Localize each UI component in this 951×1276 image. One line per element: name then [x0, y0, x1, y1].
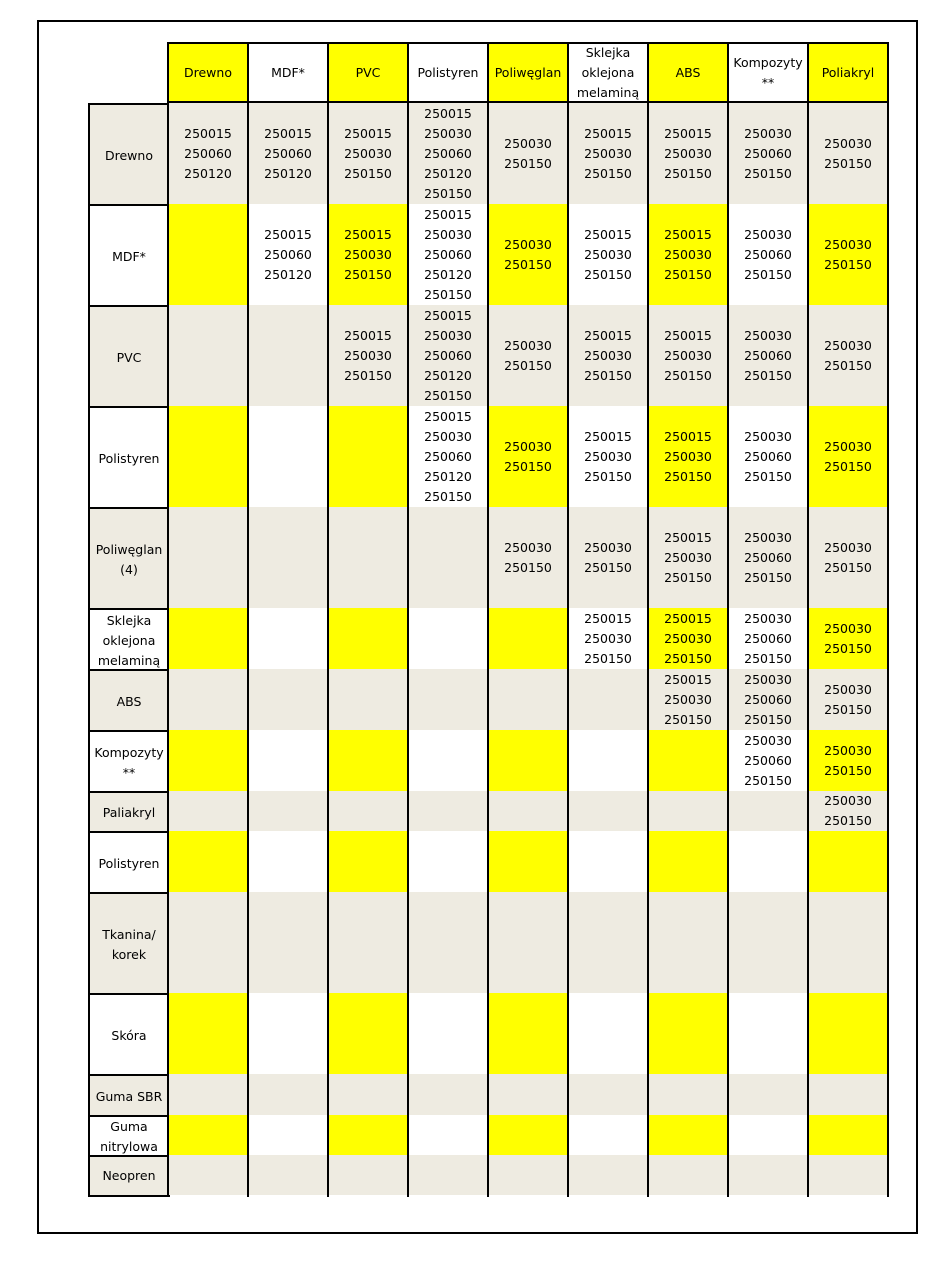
table-cell: [408, 993, 488, 1074]
table-cell: 250030 250060 250150: [728, 406, 808, 507]
table-cell: [328, 406, 408, 507]
table-cell: [248, 993, 328, 1074]
table-cell: [728, 791, 808, 831]
table-cell: [328, 892, 408, 993]
table-cell: 250030 250150: [488, 406, 568, 507]
table-cell: [808, 993, 888, 1074]
table-cell: [648, 993, 728, 1074]
table-cell: [648, 1155, 728, 1195]
table-cell: [248, 406, 328, 507]
table-cell: [328, 791, 408, 831]
table-cell: 250030 250060 250150: [728, 730, 808, 791]
table-cell: [328, 1155, 408, 1195]
row-label: ABS: [88, 669, 170, 732]
table-cell: [248, 730, 328, 791]
row-label: MDF*: [88, 204, 170, 307]
table-cell: [408, 730, 488, 791]
table-cell: 250015 250030 250150: [648, 608, 728, 669]
table-cell: [488, 993, 568, 1074]
table-cell: 250030 250150: [488, 507, 568, 608]
table-cell: [408, 791, 488, 831]
table-cell: 250015 250060 250120: [168, 103, 248, 204]
table-cell: 250030 250150: [488, 204, 568, 305]
table-cell: 250015 250030 250150: [648, 669, 728, 730]
table-cell: 250015 250030 250150: [568, 608, 648, 669]
table-cell: [168, 1155, 248, 1195]
table-cell: [488, 730, 568, 791]
table-cell: [248, 1155, 328, 1195]
table-cell: [568, 1115, 648, 1155]
table-cell: [328, 993, 408, 1074]
table-cell: [328, 608, 408, 669]
table-cell: [808, 1115, 888, 1155]
column-header: Poliakryl: [808, 42, 888, 103]
column-divider: [727, 42, 729, 1197]
table-cell: [648, 1074, 728, 1115]
table-cell: [328, 669, 408, 730]
table-cell: [728, 892, 808, 993]
table-cell: [568, 669, 648, 730]
table-cell: [728, 831, 808, 892]
table-cell: 250030 250060 250150: [728, 103, 808, 204]
table-cell: [328, 507, 408, 608]
column-header: Poliwęglan: [488, 42, 568, 103]
table-cell: 250015 250030 250060 250120 250150: [408, 406, 488, 507]
column-header: MDF*: [248, 42, 328, 103]
table-cell: 250030 250150: [808, 406, 888, 507]
table-cell: [568, 831, 648, 892]
table-cell: 250030 250150: [808, 730, 888, 791]
column-divider: [887, 42, 889, 1197]
table-cell: [168, 993, 248, 1074]
table-cell: 250015 250030 250150: [648, 103, 728, 204]
column-divider: [647, 42, 649, 1197]
row-label: Neopren: [88, 1155, 170, 1197]
table-cell: 250030 250150: [488, 305, 568, 406]
table-cell: [728, 1115, 808, 1155]
table-cell: [328, 730, 408, 791]
column-divider: [167, 42, 169, 1197]
table-cell: [568, 1074, 648, 1115]
table-cell: [808, 1074, 888, 1115]
row-label: Guma SBR: [88, 1074, 170, 1117]
table-cell: [488, 1155, 568, 1195]
table-cell: [728, 993, 808, 1074]
table-cell: [248, 608, 328, 669]
table-cell: 250030 250060 250150: [728, 204, 808, 305]
table-cell: [808, 1155, 888, 1195]
table-cell: 250015 250030 250150: [328, 305, 408, 406]
table-cell: 250015 250030 250150: [568, 305, 648, 406]
column-divider: [807, 42, 809, 1197]
row-label: Tkanina/ korek: [88, 892, 170, 995]
column-header: Drewno: [168, 42, 248, 103]
table-cell: 250015 250030 250150: [568, 406, 648, 507]
table-cell: [168, 406, 248, 507]
table-cell: [248, 1074, 328, 1115]
table-cell: [728, 1074, 808, 1115]
column-divider: [567, 42, 569, 1197]
table-cell: 250015 250030 250150: [568, 103, 648, 204]
table-cell: 250015 250030 250150: [648, 507, 728, 608]
table-cell: [568, 892, 648, 993]
table-cell: [808, 892, 888, 993]
row-label: Poliwęglan (4): [88, 507, 170, 610]
table-cell: [168, 1074, 248, 1115]
table-cell: [168, 892, 248, 993]
table-cell: [648, 831, 728, 892]
table-cell: 250015 250060 250120: [248, 204, 328, 305]
table-cell: [568, 993, 648, 1074]
row-label: Polistyren: [88, 406, 170, 509]
row-label: Skóra: [88, 993, 170, 1076]
table-cell: 250015 250030 250150: [648, 406, 728, 507]
table-cell: 250030 250150: [488, 103, 568, 204]
table-cell: [168, 1115, 248, 1155]
row-label: Drewno: [88, 103, 170, 206]
table-cell: [248, 791, 328, 831]
row-label: Polistyren: [88, 831, 170, 894]
table-cell: [408, 1115, 488, 1155]
table-cell: [408, 892, 488, 993]
table-cell: [808, 831, 888, 892]
table-cell: [168, 669, 248, 730]
table-cell: 250015 250030 250150: [328, 204, 408, 305]
table-cell: [408, 669, 488, 730]
table-cell: [648, 730, 728, 791]
table-cell: 250030 250060 250150: [728, 669, 808, 730]
table-cell: 250015 250030 250150: [648, 204, 728, 305]
table-cell: [488, 608, 568, 669]
table-cell: 250015 250030 250150: [328, 103, 408, 204]
column-header: PVC: [328, 42, 408, 103]
table-cell: [248, 892, 328, 993]
table-cell: [488, 791, 568, 831]
table-cell: 250015 250060 250120: [248, 103, 328, 204]
row-label: PVC: [88, 305, 170, 408]
table-cell: 250030 250150: [808, 608, 888, 669]
table-cell: [168, 831, 248, 892]
table-cell: [408, 831, 488, 892]
table-cell: 250030 250060 250150: [728, 608, 808, 669]
table-cell: 250015 250030 250150: [568, 204, 648, 305]
table-cell: [488, 831, 568, 892]
table-cell: 250030 250150: [808, 305, 888, 406]
column-header: Kompozyty **: [728, 42, 808, 103]
table-cell: 250030 250150: [808, 507, 888, 608]
table-cell: [168, 204, 248, 305]
table-cell: [328, 831, 408, 892]
table-cell: [488, 892, 568, 993]
table-cell: 250030 250150: [808, 791, 888, 831]
column-divider: [247, 42, 249, 1197]
table-cell: [408, 507, 488, 608]
table-cell: 250015 250030 250060 250120 250150: [408, 103, 488, 204]
table-cell: [648, 791, 728, 831]
row-label: Paliakryl: [88, 791, 170, 833]
column-header: Polistyren: [408, 42, 488, 103]
table-cell: [488, 669, 568, 730]
table-cell: [168, 791, 248, 831]
table-cell: 250030 250060 250150: [728, 507, 808, 608]
table-cell: 250030 250060 250150: [728, 305, 808, 406]
table-cell: [248, 305, 328, 406]
column-header: ABS: [648, 42, 728, 103]
row-label: Sklejka oklejona melaminą: [88, 608, 170, 671]
table-cell: [328, 1074, 408, 1115]
table-cell: 250015 250030 250060 250120 250150: [408, 204, 488, 305]
table-cell: [248, 831, 328, 892]
table-cell: [728, 1155, 808, 1195]
table-cell: [488, 1074, 568, 1115]
table-cell: [328, 1115, 408, 1155]
table-cell: 250030 250150: [808, 204, 888, 305]
table-cell: 250015 250030 250150: [648, 305, 728, 406]
table-cell: 250015 250030 250060 250120 250150: [408, 305, 488, 406]
table-cell: 250030 250150: [808, 669, 888, 730]
table-cell: [168, 730, 248, 791]
table-cell: [568, 791, 648, 831]
column-divider: [327, 42, 329, 1197]
table-cell: [168, 305, 248, 406]
column-header: Sklejka oklejona melaminą: [568, 42, 648, 103]
table-cell: [248, 669, 328, 730]
table-cell: [248, 1115, 328, 1155]
table-cell: [648, 892, 728, 993]
table-cell: [568, 730, 648, 791]
table-cell: [408, 1074, 488, 1115]
column-divider: [407, 42, 409, 1197]
table-cell: [488, 1115, 568, 1155]
table-cell: [568, 1155, 648, 1195]
table-cell: [408, 608, 488, 669]
table-cell: 250030 250150: [808, 103, 888, 204]
table-cell: [248, 507, 328, 608]
table-cell: [408, 1155, 488, 1195]
table-cell: [168, 507, 248, 608]
table-cell: 250030 250150: [568, 507, 648, 608]
row-label: Kompozyty **: [88, 730, 170, 793]
column-divider: [487, 42, 489, 1197]
table-cell: [168, 608, 248, 669]
row-label: Guma nitrylowa: [88, 1115, 170, 1157]
table-cell: [648, 1115, 728, 1155]
